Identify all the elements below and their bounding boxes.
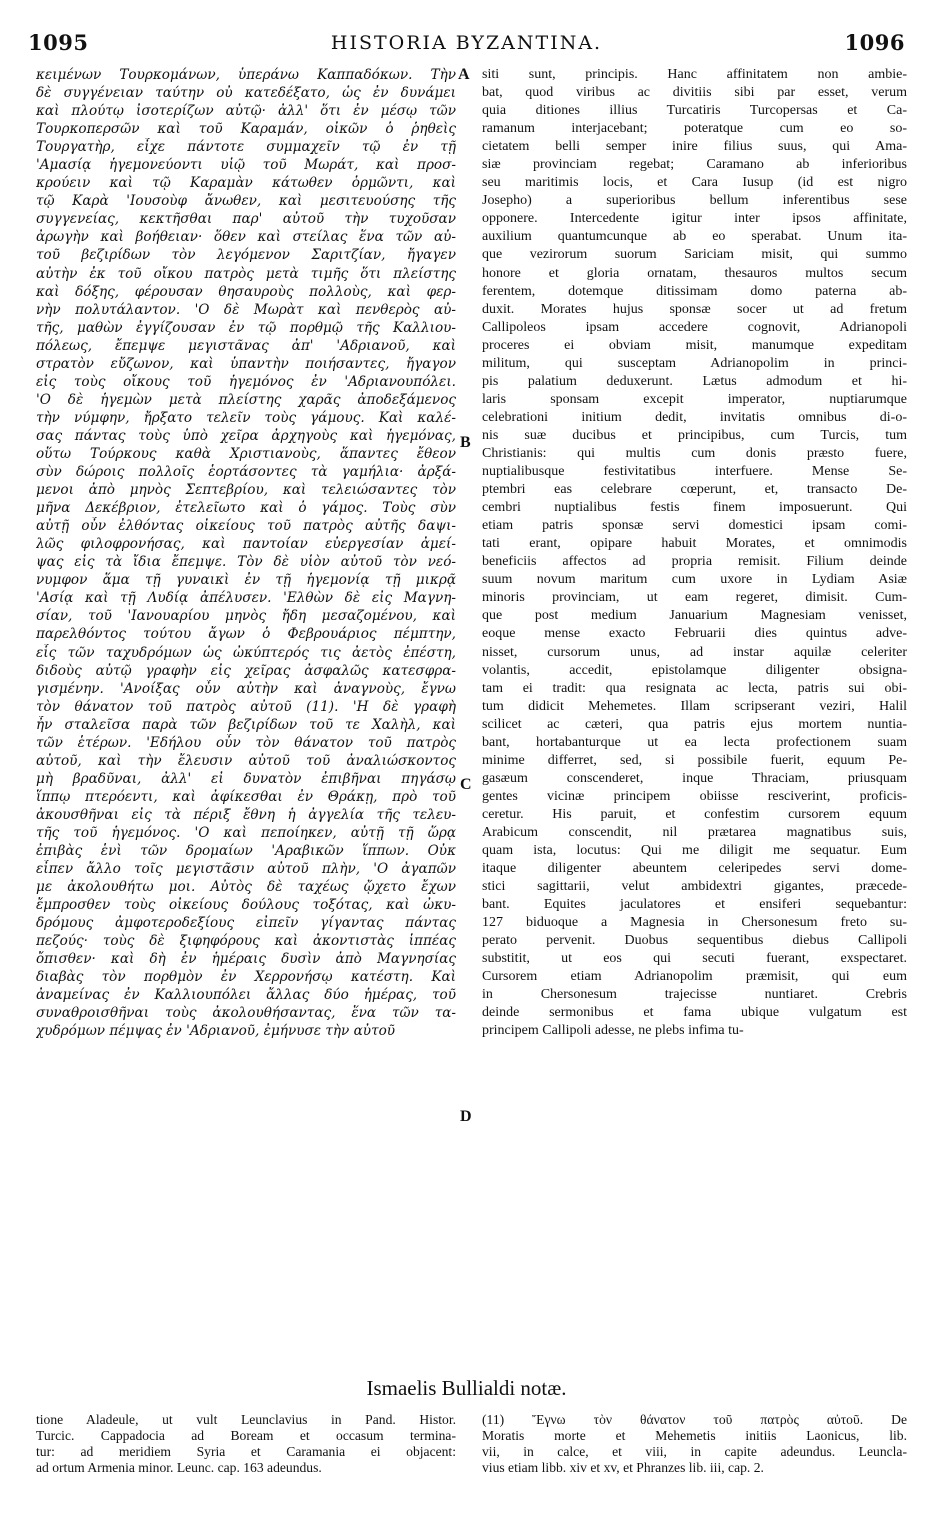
greek-text-line: 'Ασίᾳ καὶ τῇ Λυδίᾳ ἀπέλυσεν. 'Ελθὼν δὲ εἰς Μαγνη- <box>36 590 456 607</box>
latin-text-line: ferentem, dotemque ditissimam domo paterna ab- <box>482 283 907 299</box>
latin-text-line: cembri nuptialibus festis finem imposuerunt. Qui <box>482 500 907 516</box>
latin-text-line: Cursorem etiam Adrianopolim præmisit, qui eum <box>482 969 907 985</box>
greek-text-line: εἶπεν ἄλλο τοῖς μεγιστᾶσιν αὐτοῦ πλὴν, 'Ο ἀγαπῶν <box>36 861 456 878</box>
greek-text-line: καὶ δόξης, φέρουσαν θησαυροὺς πολλοὺς, καὶ φερ- <box>36 283 456 300</box>
greek-text-column <box>36 66 456 1041</box>
greek-text-line: τὸν θάνατον τοῦ πατρὸς αὐτοῦ (11). 'Η δὲ γραφὴ <box>36 698 456 715</box>
greek-text-line: ἔμπροσθεν τοὺς οἰκείους δούλους τοξότας, καὶ ὠκυ- <box>36 897 456 914</box>
latin-text-line: substitit, ut eos qui secuti fuerant, exspectaret. <box>482 951 907 967</box>
greek-text-line: καὶ πλούτῳ ἰσοτερίζων αὐτῷ· ἀλλ' ὅτι ἐν μέσῳ τῶν <box>36 103 456 120</box>
greek-text-line: τῷ Καρὰ 'Ιουσοὺφ ἄνωθεν, καὶ μεσιτευούσης τῆς <box>36 193 456 210</box>
notes-heading: Ismaelis Bullialdi notæ. <box>366 1376 567 1400</box>
greek-text-line: οὕτω Τούρκους καθὰ Χριστιανοὺς, ἅπαντες ἔθεον <box>36 445 456 462</box>
greek-text-line: νὴν πολυτάλαντον. 'Ο δὲ Μωρὰτ καὶ πενθερὸς αὐ- <box>36 301 456 318</box>
greek-text-line: διαβὰς τὸν πορθμὸν ἐν Χερρονήσῳ κατέστη. Καὶ <box>36 969 456 986</box>
latin-text-line: gentes vicinæ principem obiisse resciverint, proficis- <box>482 788 907 804</box>
latin-text-line: perato pervenit. Duobus sequentibus diebus Callipoli <box>482 933 907 949</box>
greek-text-line: σὺν δώροις πολλοῖς ἑορτάσοντες τὰ γαμήλια· ἀρξά- <box>36 464 456 481</box>
latin-text-line: Josepho) a superioribus bellum inferentibus sese <box>482 193 907 209</box>
latin-text-line: gasæum conscenderet, inque Thraciam, priusquam <box>482 770 907 786</box>
latin-text-line: beneficiis affectos ad propria remisit. Filium deinde <box>482 554 907 570</box>
margin-marker-c: C <box>460 776 472 793</box>
greek-text-line: κρούειν καὶ τῷ Καραμὰν κάτωθεν ὁρμῶντι, καὶ <box>36 175 456 192</box>
latin-text-line: opponere. Intercedente igitur inter ipsos affinitate, <box>482 211 907 227</box>
greek-text-line: ἦν σταλεῖσα παρὰ τῶν βεζιρίδων τοῦ τε Χαλὴλ, καὶ <box>36 716 456 733</box>
greek-text-line: αὐτοῦ, καὶ τὴν ἔλευσιν αὐτοῦ τοῦ ἀναλιώσκοντος <box>36 752 456 769</box>
notes-right-column <box>482 1412 907 1476</box>
greek-text-line: εἷς τῶν ταχυδρόμων ὡς ὠκύπτερός τις ἀετὸς ἐπέστη, <box>36 644 456 661</box>
greek-text-line: αὐτῇ οὖν ἐλθόντας οἰκείους τοῦ πατρὸς αὐτῆς δαψι- <box>36 518 456 535</box>
greek-text-line: σας πάντας τοὺς ὑπὸ χεῖρα ἀρχηγοὺς καὶ ἡγεμόνας, <box>36 427 456 444</box>
latin-text-line: laris sponsam excepit imperator, nuptiarumque <box>482 391 907 407</box>
latin-text-line: seu maritimis locis, et Cara Iusup (id est nigro <box>482 175 907 191</box>
note-line: ad ortum Armenia minor. Leunc. cap. 163 adeundus. <box>36 1460 322 1475</box>
latin-text-line: nisset, cursorum unus, ad instar aquilæ celeriter <box>482 644 907 660</box>
latin-text-line: bant, hortabanturque ut ea lecta profectionem suam <box>482 734 907 750</box>
greek-text-line: μῆνα Δεκέβριον, ἐτελεῖωτο καὶ ὁ γάμος. Τοὺς σὺν <box>36 500 456 517</box>
note-line: tione Aladeule, ut vult Leunclavius in Pand. Histor. <box>36 1412 456 1427</box>
margin-marker-b: B <box>460 434 471 451</box>
greek-text-line: ἀκουσθῆναι εἰς τὰ πέριξ ἔθνη ἡ ἀγγελία τῆς τελευ- <box>36 806 456 823</box>
greek-text-line: αὐτὴν ἐκ τοῦ οἴκου πατρὸς μετὰ τιμῆς ὅτι πλείστης <box>36 265 456 282</box>
greek-text-line: ἐπιβὰς ἑνὶ τῶν δρομαίων 'Αραβικῶν ἵππων. Οὐκ <box>36 843 456 860</box>
latin-text-line: tam ei tradit: qua resignata ac lecta, patris sui obi- <box>482 680 907 696</box>
latin-text-line: principem Callipoli adesse, ne plebs infima tu- <box>482 1023 744 1039</box>
greek-text-line: 'Αμασίᾳ ἡγεμονεύοντι υἱῷ τοῦ Μωράτ, καὶ προσ- <box>36 157 456 174</box>
notes-left-column <box>36 1412 456 1476</box>
greek-text-line: τῆς τοῦ ἡγεμόνος. 'Ο καὶ πεποίηκεν, αὐτῇ τῇ ὥρᾳ <box>36 824 456 841</box>
latin-text-line: minime differret, sed, si possibile fuerit, equum Pe- <box>482 752 907 768</box>
greek-text-line: ὄπισθεν· καὶ δὴ ἐν ἡμέραις δυσὶν ἀπὸ Μαγνησίας <box>36 951 456 968</box>
running-title: HISTORIA BYZANTINA. <box>330 32 603 54</box>
greek-text-line: σίαν, τοῦ 'Ιανουαρίου μηνὸς ἤδη μεσαζομένου, καὶ <box>36 608 456 625</box>
greek-text-line: δὲ συγγένειαν ταύτην οὐ κατεδέξατο, ὡς ἐν δυνάμει <box>36 85 456 102</box>
greek-text-line: στρατὸν εὔζωνον, καὶ ὑπαντὴν ποιήσαντες, ἤγαγον <box>36 355 456 372</box>
latin-text-line: proceres ei obviam misit, manumque expeditam <box>482 337 907 353</box>
greek-text-line: παρελθόντος τούτου ἄγων ὁ Φεβρουάριος πέμπτην, <box>36 626 456 643</box>
note-line: Moratis morte et Mehemetis initiis Laonicus, lib. <box>482 1428 907 1443</box>
greek-text-line: ἀναμείνας ἐν Καλλιουπόλει ἄλλας δύο ἡμέρας, τοῦ <box>36 987 456 1004</box>
note-line: Turcic. Cappadocia ad Boream et occasum termina- <box>36 1428 456 1443</box>
greek-text-line: διδοὺς αὐτῷ γραφὴν εἰς χεῖρας ἀσφαλῶς κατεσφρα- <box>36 662 456 679</box>
latin-text-line: ptembri eas celebrare cœperunt, et, transacto De- <box>482 482 907 498</box>
greek-text-line: συγγενείας, κεκτῆσθαι παρ' αὐτοῦ τὴν τυχοῦσαν <box>36 211 456 228</box>
latin-text-line: itaque diligenter abeuntem celeripedes servi dome- <box>482 861 907 877</box>
page-number-right: 1096 <box>844 30 905 55</box>
latin-text-line: eoque mense exacto Februarii dies quintus adve- <box>482 626 907 642</box>
latin-text-line: suum novum maritum cum uxore in Lydiam Asiæ <box>482 572 907 588</box>
greek-text-line: ἵππῳ πτερόεντι, καὶ ἀφίκεσθαι ἐν Θράκῃ, πρὸ τοῦ <box>36 788 456 805</box>
latin-text-line: Arabicum conscendit, nil prætarea magnatibus suis, <box>482 824 907 840</box>
latin-text-line: minoris provinciam, ut eam regeret, dimisit. Cum- <box>482 590 907 606</box>
greek-text-line: τὴν νύμφην, ἤρξατο τελεῖν τοὺς γάμους. Καὶ καλέ- <box>36 409 456 426</box>
greek-text-line: Τουρκοπερσῶν καὶ τοῦ Καραμάν, οἰκῶν ὁ ῥηθεὶς <box>36 121 456 138</box>
latin-text-line: duxit. Morates hujus sponsæ socer ut ad fretum <box>482 301 907 317</box>
greek-text-line: μενοι ἀπὸ μηνὸς Σεπτεβρίου, καὶ τελειώσαντες τὸν <box>36 482 456 499</box>
latin-text-line: Christianis: qui multis cum donis præsto fuere, <box>482 445 907 461</box>
latin-text-line: stici sagittarii, velut ambidextri gigantes, præcede- <box>482 879 907 895</box>
latin-text-line: quam ista, locutus: Qui me diligit me sequatur. Eum <box>482 843 907 859</box>
greek-text-line: τοῦ βεζιρίδων τὸν λεγόμενον Σαριτζίαν, ἤγαγεν <box>36 247 456 264</box>
page-number-left: 1095 <box>28 30 89 55</box>
latin-text-line: 127 biduoque a Magnesia in Chersonesum freto su- <box>482 915 907 931</box>
greek-text-line: τῶν ἑτέρων. 'Εδήλου οὖν τὸν θάνατον τοῦ πατρὸς <box>36 734 456 751</box>
greek-text-line: τῆς, μαθὼν ἐγγίζουσαν ἐν τῷ πορθμῷ τῆς Καλλιου- <box>36 319 456 336</box>
latin-text-line: celebrationi initium dedit, invitatis omnibus di-o- <box>482 409 907 425</box>
greek-text-line: μὴ βραδῦναι, ἀλλ' εἰ δυνατὸν ἐπιβῆναι πηγάσῳ <box>36 770 456 787</box>
latin-text-line: nis suæ ducibus et principibus, cum Turcis, tum <box>482 427 907 443</box>
greek-text-line: πεζούς· τοὺς δὲ ξιφηφόρους καὶ ἀκοντιστὰς ἱππέας <box>36 933 456 950</box>
latin-text-line: nuptialibusque festivitatibus interfuere. Mense Se- <box>482 464 907 480</box>
latin-text-line: scilicet ac cæteri, qua patris ejus mortem nuntia- <box>482 716 907 732</box>
greek-text-line: κειμένων Τουρκομάνων, ὑπεράνω Καππαδόκων. Τὴν <box>36 67 456 83</box>
note-line: vii, in calce, et viii, in capite adeundus. Leuncla- <box>482 1444 907 1459</box>
greek-text-line: με ἀκολουθήτω μοι. Αὐτὸς δὲ ταχέως ᾤχετο ἔχων <box>36 879 456 896</box>
greek-text-line: γισμένην. 'Ανοίξας οὖν αὐτὴν καὶ ἀναγνοὺς, ἔγνω <box>36 680 456 697</box>
note-line: vius etiam libb. xiv et xv, et Phranzes lib. iii, cap. 2. <box>482 1460 764 1475</box>
latin-text-line: in Chersonesum trajecisse nuntiaret. Crebris <box>482 987 907 1003</box>
latin-text-line: tati erant, opipare habuit Morates, et omnimodis <box>482 536 907 552</box>
greek-text-line: νυμφον ἅμα τῇ γυναικὶ ἐν τῇ ἡγεμονίᾳ τῇ μικρᾷ <box>36 572 456 589</box>
latin-text-line: etiam patris sponsæ servi domestici ipsam comi- <box>482 518 907 534</box>
greek-text-line: λῶς φιλοφρονήσας, καὶ παντοίαν εὐεργεσίαν ἀμεί- <box>36 536 456 553</box>
margin-marker-d: D <box>460 1108 472 1125</box>
latin-text-line: siæ provinciam regebat; Caramano ab inferioribus <box>482 157 907 173</box>
page-header <box>22 30 911 60</box>
latin-text-line: que vezirorum suorum Sariciam misit, qui summo <box>482 247 907 263</box>
latin-text-line: bant. Equites jaculatores et ensiferi sequebantur: <box>482 897 907 913</box>
greek-text-line: Τουργατὴρ, εἶχε πάντοτε συμμαχεῖν τῷ ἐν τῇ <box>36 139 456 156</box>
greek-text-line: πόλεως, ἔπεμψε μεγιστᾶνας ἀπ' 'Αδριανοῦ, καὶ <box>36 337 456 354</box>
greek-text-line: ψας εἰς τὰ ἴδια ἔπεμψε. Τὸν δὲ υἱὸν αὐτοῦ τὸν νεό- <box>36 554 456 571</box>
latin-text-line: militum, qui susceptam Adrianopolim in princi- <box>482 355 907 371</box>
latin-text-line: tum didicit Mehemetes. Illam scripserant veziri, Halil <box>482 698 907 714</box>
latin-text-line: deinde sermonibus et fama ubique vulgatum est <box>482 1005 907 1021</box>
latin-text-line: quia ditiones illius Turcatiris Turcopersas et Ca- <box>482 103 907 119</box>
note-line: (11) Ἔγνω τὸν θάνατον τοῦ πατρὸς αὐτοῦ. De <box>482 1412 907 1427</box>
latin-text-line: siti sunt, principis. Hanc affinitatem non ambie- <box>482 67 907 82</box>
latin-text-line: bat, quod viribus ac divitiis sibi par esset, verum <box>482 85 907 101</box>
note-line: tur: ad meridiem Syria et Caramania ei objacent: <box>36 1444 456 1459</box>
latin-text-column <box>482 66 907 1041</box>
latin-text-line: cietatem belli semper inire filius suus, qui Ama- <box>482 139 907 155</box>
latin-text-line: honore et gloria ornatam, thesauros multos secum <box>482 265 907 281</box>
greek-text-line: χυδρόμων πέμψας ἐν 'Αδριανοῦ, ἐμήνυσε τὴν αὐτοῦ <box>36 1023 396 1040</box>
greek-text-line: συναθροισθῆναι τοὺς ἀκολουθήσαντας, ἕνα τῶν τα- <box>36 1005 456 1022</box>
margin-marker-a: A <box>458 66 470 83</box>
greek-text-line: 'Ο δὲ ἡγεμὼν μετὰ πλείστης χαρᾶς ἀποδεξάμενος <box>36 391 456 408</box>
greek-text-line: εἰς τοὺς οἴκους τοῦ ἡγεμόνος ἐν 'Αδριανουπόλει. <box>36 373 456 390</box>
latin-text-line: ceretur. His paruit, et confestim cursorem equum <box>482 806 907 822</box>
greek-text-line: δρόμους ἀμφοτεροδεξίους εἰπεῖν γίγαντας πάντας <box>36 915 456 932</box>
latin-text-line: que post medium Januarium Magnesiam venisset, <box>482 608 907 624</box>
latin-text-line: pis palatium deduxerunt. Lætus admodum et hi- <box>482 373 907 389</box>
latin-text-line: auxilium quantumcunque ab eo sperabat. Unum ita- <box>482 229 907 245</box>
latin-text-line: ramanum interjacebant; poteratque cum eo so- <box>482 121 907 137</box>
greek-text-line: ἀρωγὴν καὶ βοήθειαν· ὅθεν καὶ στείλας ἕνα τῶν αὐ- <box>36 229 456 246</box>
latin-text-line: Callipoleos ipsam accedere cognovit, Adrianopoli <box>482 319 907 335</box>
latin-text-line: volantis, accedit, epistolamque diligenter obsigna- <box>482 662 907 678</box>
